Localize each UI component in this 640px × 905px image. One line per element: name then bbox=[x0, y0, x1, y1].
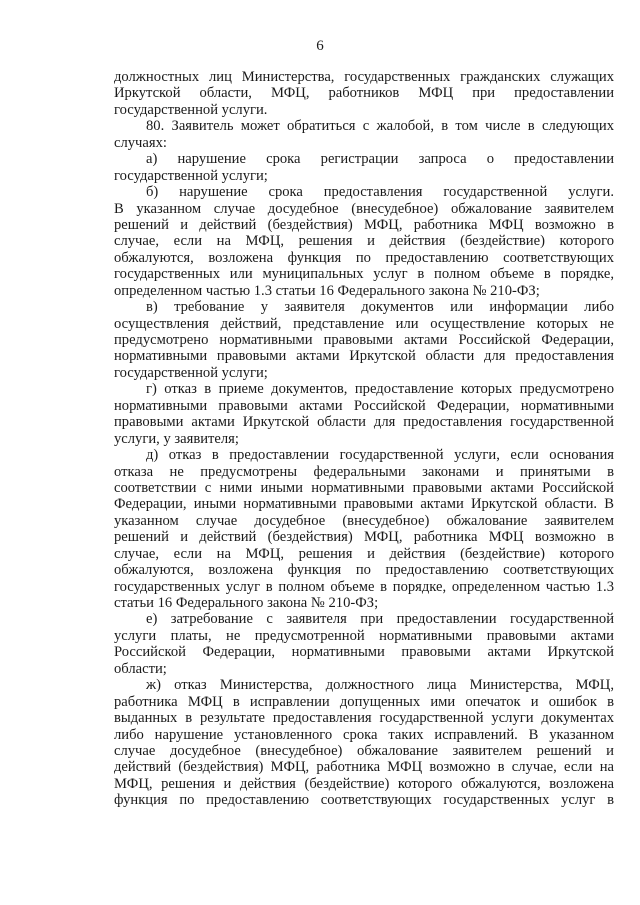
text-line: е) затребование с заявителя при предоставлении государственной bbox=[146, 611, 614, 628]
text-line: решений и действий (бездействия) МФЦ, работника МФЦ возможно в bbox=[114, 216, 614, 233]
text-line: действий (бездействия) МФЦ, работника МФЦ возможно в случае, если на bbox=[114, 759, 614, 776]
text-line: нормативными правовыми актами Иркутской области для предоставления bbox=[114, 348, 614, 365]
text-line: выданных в результате предоставления государственной услуги документах bbox=[114, 710, 614, 727]
text-line: государственной услуги; bbox=[114, 364, 268, 381]
text-line: Российской Федерации, нормативными правовыми актами Иркутской bbox=[114, 644, 614, 661]
text-line: Иркутской области, МФЦ, работников МФЦ при предоставлении bbox=[114, 85, 614, 102]
text-line: МФЦ, решения и действия (бездействие) которого обжалуются, возложена bbox=[114, 775, 614, 792]
text-line: обжалуются, возложена функция по предоставлению соответствующих bbox=[114, 562, 614, 579]
text-line: соответствии с ними иными нормативными правовыми актами Российской bbox=[114, 479, 614, 496]
text-line: правовыми актами Иркутской области для предоставления государственной bbox=[114, 414, 614, 431]
text-line: обжалуются, возложена функция по предоставлению соответствующих bbox=[114, 249, 614, 266]
text-line: предусмотрено нормативными правовыми актами Российской Федерации, bbox=[114, 332, 614, 348]
text-line: В указанном случае досудебное (внесудебное) обжалование заявителем bbox=[114, 200, 614, 217]
text-line: указанном случае досудебное (внесудебное) обжалование заявителем bbox=[114, 512, 614, 529]
text-line: услуги, у заявителя; bbox=[114, 430, 239, 447]
text-line: нормативными правовыми актами Российской Федерации, нормативными bbox=[114, 397, 614, 414]
text-line: функция по предоставлению соответствующих государственных услуг в bbox=[114, 792, 614, 809]
text-line: статьи 16 Федерального закона № 210-ФЗ; bbox=[114, 595, 379, 611]
text-line: ж) отказ Министерства, должностного лица Министерства, МФЦ, bbox=[146, 677, 614, 694]
text-line: государственной услуги. bbox=[114, 101, 268, 118]
text-line: либо нарушение установленного срока таких исправлений. В указанном bbox=[114, 726, 614, 743]
text-line: области; bbox=[114, 660, 167, 677]
text-line: услуги платы, не предусмотренной нормативными правовыми актами bbox=[114, 627, 614, 644]
text-line: Федерации, иными нормативными правовыми актами Иркутской области. В bbox=[114, 496, 614, 513]
text-line: случае, если на МФЦ, решения и действия (бездействие) которого bbox=[114, 545, 614, 562]
text-line: д) отказ в предоставлении государственной услуги, если основания bbox=[146, 447, 614, 464]
text-line: а) нарушение срока регистрации запроса о предоставлении bbox=[146, 151, 614, 168]
page-number: 6 bbox=[316, 38, 324, 54]
text-line: 80. Заявитель может обратиться с жалобой, в том числе в следующих bbox=[146, 118, 614, 135]
text-line: государственных или муниципальных услуг в полном объеме в порядке, bbox=[114, 266, 614, 283]
text-line: случае, если на МФЦ, решения и действия (бездействие) которого bbox=[114, 233, 614, 250]
text-line: должностных лиц Министерства, государственных гражданских служащих bbox=[114, 69, 614, 85]
text-line: случае досудебное (внесудебное) обжалование заявителем решений и bbox=[114, 742, 614, 759]
text-line: государственных услуг в полном объеме в порядке, определенном частью 1.3 bbox=[114, 578, 614, 595]
text-line: решений и действий (бездействия) МФЦ, работника МФЦ возможно в bbox=[114, 529, 614, 546]
body-text bbox=[114, 69, 614, 809]
text-line: в) требование у заявителя документов или информации либо bbox=[146, 299, 614, 316]
text-line: случаях: bbox=[114, 134, 167, 151]
text-line: отказа не предусмотрены федеральными законами и принятыми в bbox=[114, 463, 614, 480]
text-line: определенном частью 1.3 статьи 16 Федерального закона № 210-ФЗ; bbox=[114, 282, 540, 299]
text-line: государственной услуги; bbox=[114, 167, 268, 184]
text-line: работника МФЦ в исправлении допущенных ими опечаток и ошибок в bbox=[114, 693, 614, 710]
text-line: б) нарушение срока предоставления государственной услуги. bbox=[146, 184, 614, 201]
text-line: осуществления действий, представление или осуществление которых не bbox=[114, 315, 614, 332]
text-line: г) отказ в приеме документов, предоставление которых предусмотрено bbox=[146, 381, 614, 398]
